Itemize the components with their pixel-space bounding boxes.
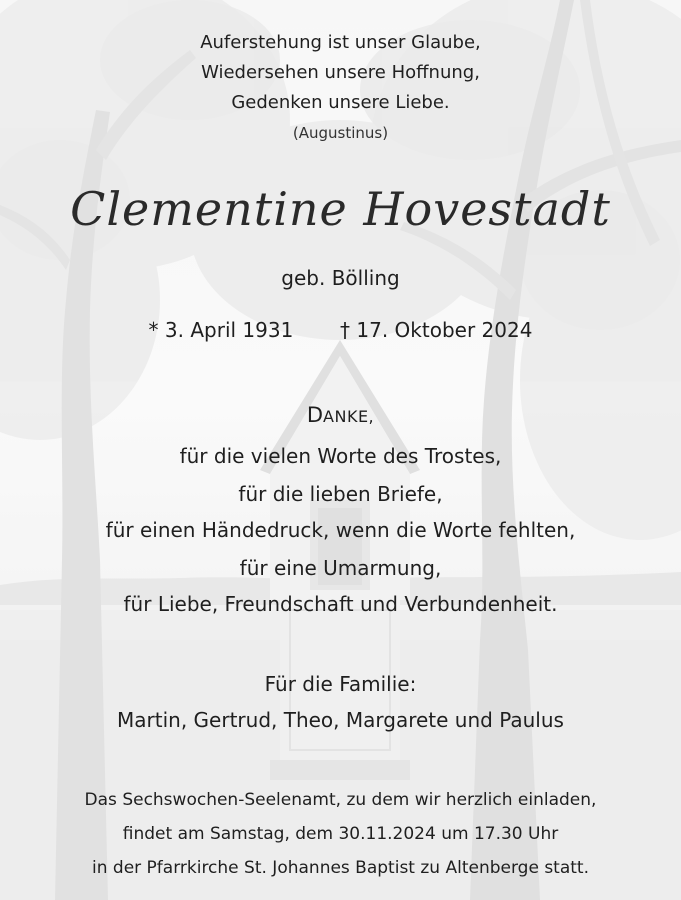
- maiden-name: geb. Bölling: [281, 266, 400, 290]
- thanks-line-3: für einen Händedruck, wenn die Worte fehlten,: [105, 518, 576, 542]
- family-label: Für die Familie:: [264, 672, 417, 696]
- thanks-line-2: für die lieben Briefe,: [238, 482, 443, 506]
- motto-line-2: Wiedersehen unsere Hoffnung,: [201, 62, 480, 83]
- thanks-title-initial: D: [306, 403, 324, 427]
- birth-date: * 3. April 1931: [148, 318, 294, 342]
- family-names: Martin, Gertrud, Theo, Margarete und Paulus: [117, 708, 564, 732]
- thanks-title: [0, 403, 681, 427]
- notice-line-1: Das Sechswochen-Seelenamt, zu dem wir herzlich einladen,: [84, 790, 597, 810]
- life-dates: [0, 318, 681, 342]
- motto-line-3: Gedenken unsere Liebe.: [231, 92, 450, 113]
- notice-line-2: findet am Samstag, dem 30.11.2024 um 17.30 Uhr: [122, 824, 559, 844]
- motto-line-1: Auferstehung ist unser Glaube,: [200, 32, 481, 53]
- notice-line-3: in der Pfarrkirche St. Johannes Baptist zu Altenberge statt.: [92, 858, 589, 878]
- thanks-line-4: für eine Umarmung,: [239, 556, 442, 580]
- thanks-line-1: für die vielen Worte des Trostes,: [179, 444, 502, 468]
- motto-source: (Augustinus): [292, 124, 389, 142]
- thanks-title-rest: ANKE,: [323, 407, 375, 426]
- death-date: † 17. Oktober 2024: [340, 318, 533, 342]
- thanks-line-5: für Liebe, Freundschaft und Verbundenheit.: [123, 592, 558, 616]
- deceased-name: Clementine Hovestadt: [70, 182, 611, 236]
